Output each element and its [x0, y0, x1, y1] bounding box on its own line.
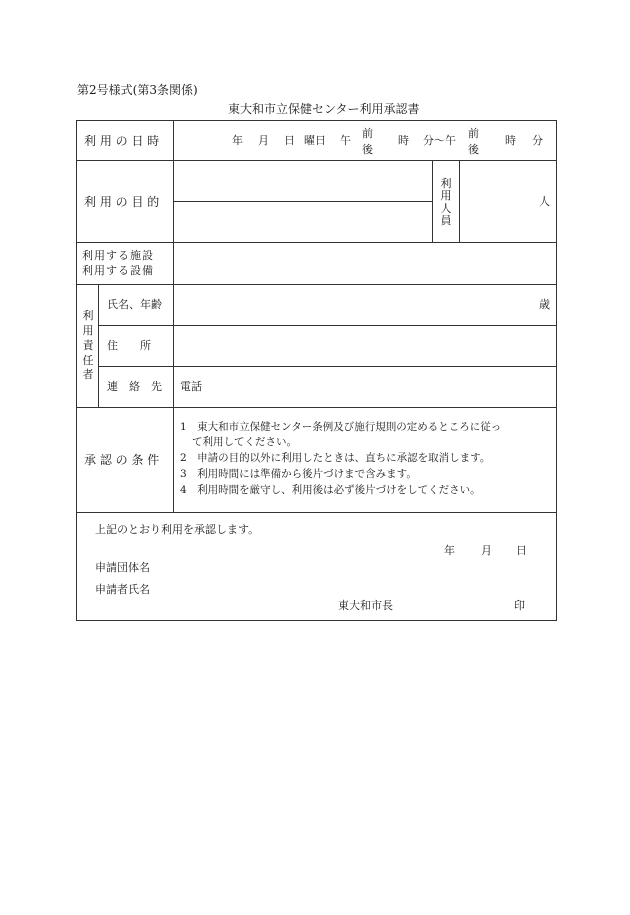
- datetime-hour: 時: [398, 134, 409, 147]
- condition-item-1: 1 東大和市立保健センター条例及び施行規則の定めるところに従っ: [180, 421, 502, 433]
- approval-date-month: 月: [481, 544, 492, 557]
- condition-item-3: 3 利用時間には準備から後片づけまで含みます。: [180, 468, 417, 480]
- issuer-name: 東大和市長: [338, 599, 393, 612]
- datetime-minute2: 分: [532, 134, 543, 147]
- age-unit: 歳: [539, 298, 550, 311]
- row-separator: [76, 284, 557, 285]
- conditions-label: 承 認 の 条 件: [84, 453, 160, 467]
- datetime-zen: 前: [362, 127, 373, 140]
- row-separator: [76, 242, 557, 243]
- row-separator: [76, 512, 557, 513]
- datetime-minute-to: 分〜午: [423, 134, 456, 147]
- purpose-label: 利 用 の 目 的: [84, 195, 160, 209]
- group-name-label: 申請団体名: [95, 561, 150, 574]
- row-separator: [76, 160, 557, 161]
- datetime-am: 午: [340, 134, 351, 147]
- datetime-zen2: 前: [468, 127, 479, 140]
- table-border-right: [556, 120, 557, 621]
- row-separator: [98, 366, 557, 367]
- condition-item-4: 4 利用時間を厳守し、利用後は必ず後片づけをしてください。: [180, 484, 481, 496]
- users-cell-divider-right: [459, 160, 460, 242]
- datetime-day: 日: [284, 134, 295, 147]
- phone-label: 電話: [180, 380, 202, 393]
- row-separator: [98, 325, 557, 326]
- datetime-label: 利 用 の 日 時: [84, 134, 160, 148]
- name-age-label: 氏名、年齢: [107, 298, 162, 311]
- form-number: 第2号様式(第3条関係): [77, 83, 198, 97]
- equipment-label: 利用する設備: [82, 264, 154, 277]
- approval-statement: 上記のとおり利用を承認します。: [95, 523, 260, 536]
- users-cell-divider-left: [432, 160, 433, 242]
- users-label: 利 用 人 員: [440, 177, 452, 227]
- contact-label: 連 絡 先: [107, 380, 162, 393]
- responsible-group-label: 利 用 責 任 者: [82, 309, 94, 382]
- approval-date-year: 年: [444, 544, 455, 557]
- address-label: 住 所: [107, 339, 151, 352]
- datetime-hour2: 時: [505, 134, 516, 147]
- applicant-name-label: 申請者氏名: [95, 583, 150, 596]
- table-border-bottom: [76, 620, 557, 621]
- users-unit: 人: [539, 195, 550, 208]
- table-border-left: [76, 120, 77, 621]
- row-separator: [76, 407, 557, 408]
- label-column-divider: [173, 120, 174, 512]
- datetime-go: 後: [362, 143, 373, 156]
- condition-item-2: 2 申請の目的以外に利用したときは、直ちに承認を取消します。: [180, 452, 491, 464]
- form-title: 東大和市立保健センター利用承認書: [228, 102, 420, 116]
- datetime-weekday: 曜日: [304, 134, 326, 147]
- seal-mark: 印: [514, 599, 525, 612]
- facility-label: 利用する施設: [82, 249, 154, 262]
- datetime-month: 月: [258, 134, 269, 147]
- purpose-inner-line: [173, 201, 432, 202]
- datetime-go2: 後: [468, 143, 479, 156]
- condition-item-1-cont: て利用してください。: [192, 436, 297, 448]
- table-border-top: [76, 120, 557, 121]
- approval-date-day: 日: [516, 544, 527, 557]
- datetime-year: 年: [232, 134, 243, 147]
- responsible-inner-divider: [98, 284, 99, 407]
